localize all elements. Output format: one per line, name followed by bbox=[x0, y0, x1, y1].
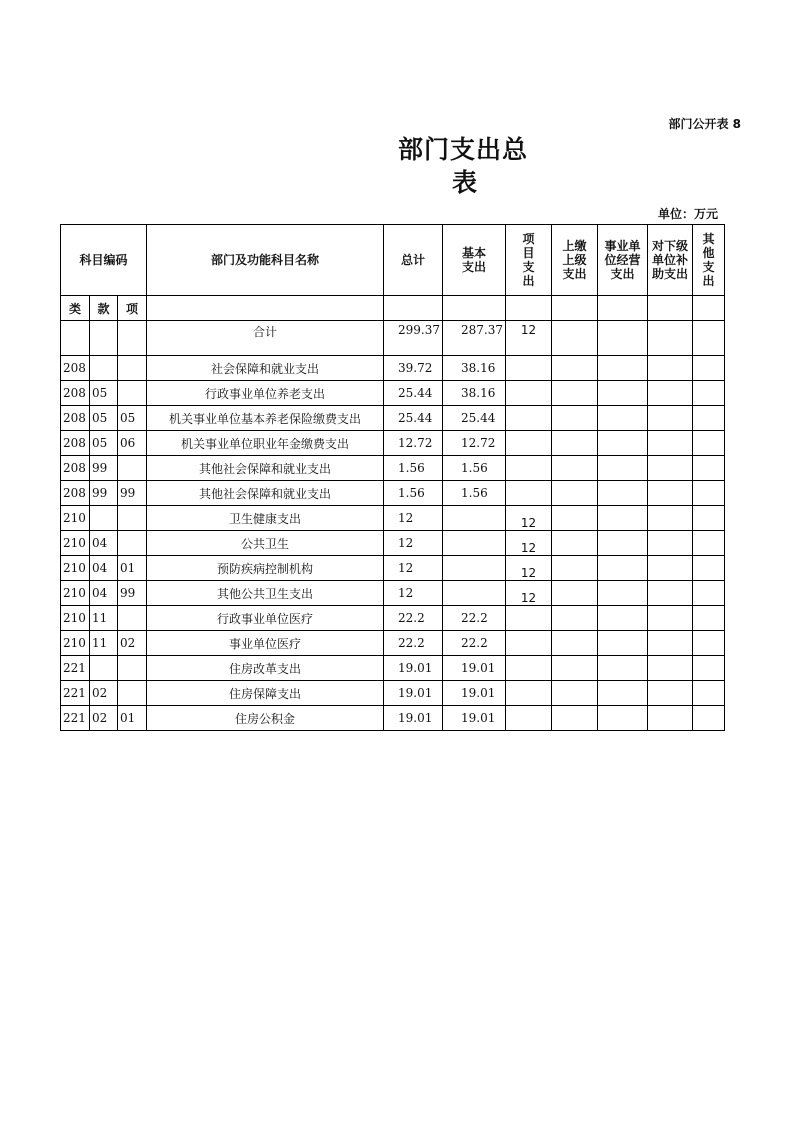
code-kuan: 05 bbox=[90, 381, 118, 406]
total-value: 19.01 bbox=[384, 656, 443, 681]
code-lei: 210 bbox=[61, 556, 90, 581]
header-business: 事业单位经营支出 bbox=[598, 225, 648, 296]
code-kuan: 02 bbox=[90, 681, 118, 706]
code-lei: 208 bbox=[61, 381, 90, 406]
total-value: 12 bbox=[384, 556, 443, 581]
total-value: 22.2 bbox=[384, 631, 443, 656]
header-lower: 对下级单位补助支出 bbox=[648, 225, 693, 296]
item-name: 住房公积金 bbox=[147, 706, 384, 731]
item-name: 事业单位医疗 bbox=[147, 631, 384, 656]
project-value: 12 bbox=[506, 556, 552, 581]
basic-value: 19.01 bbox=[443, 681, 506, 706]
table-row bbox=[61, 531, 725, 556]
code-kuan: 11 bbox=[90, 606, 118, 631]
item-name: 机关事业单位职业年金缴费支出 bbox=[147, 431, 384, 456]
item-name: 其他社会保障和就业支出 bbox=[147, 456, 384, 481]
total-value: 25.44 bbox=[384, 406, 443, 431]
table-row bbox=[61, 581, 725, 606]
basic-value bbox=[443, 531, 506, 556]
basic-value: 25.44 bbox=[443, 406, 506, 431]
item-name: 住房改革支出 bbox=[147, 656, 384, 681]
item-name: 住房保障支出 bbox=[147, 681, 384, 706]
item-name: 其他社会保障和就业支出 bbox=[147, 481, 384, 506]
code-xiang bbox=[118, 456, 147, 481]
header-other: 其他支出 bbox=[693, 225, 725, 296]
project-value bbox=[506, 631, 552, 656]
project-value bbox=[506, 381, 552, 406]
basic-value bbox=[443, 556, 506, 581]
basic-value: 38.16 bbox=[443, 356, 506, 381]
code-lei: 210 bbox=[61, 506, 90, 531]
total-name: 合计 bbox=[147, 321, 384, 356]
code-xiang bbox=[118, 531, 147, 556]
code-xiang: 99 bbox=[118, 581, 147, 606]
header-total: 总计 bbox=[384, 225, 443, 296]
code-xiang bbox=[118, 506, 147, 531]
total-row bbox=[61, 321, 725, 356]
unit-label: 单位：万元 bbox=[657, 207, 718, 221]
total-value: 39.72 bbox=[384, 356, 443, 381]
header-kuan: 款 bbox=[90, 296, 118, 321]
item-name: 社会保障和就业支出 bbox=[147, 356, 384, 381]
table-row bbox=[61, 631, 725, 656]
project-value bbox=[506, 481, 552, 506]
basic-value: 19.01 bbox=[443, 656, 506, 681]
total-value: 19.01 bbox=[384, 681, 443, 706]
item-name: 行政事业单位养老支出 bbox=[147, 381, 384, 406]
item-name: 行政事业单位医疗 bbox=[147, 606, 384, 631]
expenditure-table bbox=[60, 224, 725, 731]
project-value bbox=[506, 706, 552, 731]
table-row bbox=[61, 356, 725, 381]
project-value bbox=[506, 656, 552, 681]
code-lei: 208 bbox=[61, 456, 90, 481]
code-lei: 221 bbox=[61, 706, 90, 731]
total-value: 12 bbox=[384, 506, 443, 531]
project-value bbox=[506, 456, 552, 481]
project-value bbox=[506, 681, 552, 706]
table-row bbox=[61, 456, 725, 481]
table-row bbox=[61, 606, 725, 631]
project-value bbox=[506, 406, 552, 431]
total-value: 1.56 bbox=[384, 481, 443, 506]
code-lei: 208 bbox=[61, 431, 90, 456]
item-name: 预防疾病控制机构 bbox=[147, 556, 384, 581]
header-code: 科目编码 bbox=[61, 225, 147, 296]
table-row bbox=[61, 681, 725, 706]
project-value bbox=[506, 431, 552, 456]
item-name: 机关事业单位基本养老保险缴费支出 bbox=[147, 406, 384, 431]
item-name: 其他公共卫生支出 bbox=[147, 581, 384, 606]
form-number: 部门公开表 8 bbox=[668, 117, 741, 131]
code-lei: 208 bbox=[61, 356, 90, 381]
code-kuan: 11 bbox=[90, 631, 118, 656]
code-xiang bbox=[118, 381, 147, 406]
title-line-2: 表 bbox=[452, 168, 478, 197]
project-value bbox=[506, 356, 552, 381]
header-lei: 类 bbox=[61, 296, 90, 321]
item-name: 公共卫生 bbox=[147, 531, 384, 556]
basic-value bbox=[443, 506, 506, 531]
total-value: 12 bbox=[384, 531, 443, 556]
table-row bbox=[61, 481, 725, 506]
code-lei: 221 bbox=[61, 656, 90, 681]
header-row bbox=[61, 225, 725, 296]
code-lei: 210 bbox=[61, 606, 90, 631]
code-lei: 210 bbox=[61, 531, 90, 556]
code-lei: 210 bbox=[61, 631, 90, 656]
header-project: 项目支出 bbox=[506, 225, 552, 296]
code-xiang: 01 bbox=[118, 556, 147, 581]
total-project: 12 bbox=[506, 321, 552, 356]
total-value: 19.01 bbox=[384, 706, 443, 731]
total-value: 12.72 bbox=[384, 431, 443, 456]
code-lei: 210 bbox=[61, 581, 90, 606]
code-kuan: 99 bbox=[90, 456, 118, 481]
code-kuan: 04 bbox=[90, 556, 118, 581]
code-kuan bbox=[90, 356, 118, 381]
basic-value bbox=[443, 581, 506, 606]
code-xiang: 02 bbox=[118, 631, 147, 656]
code-xiang: 06 bbox=[118, 431, 147, 456]
code-xiang bbox=[118, 656, 147, 681]
basic-value: 19.01 bbox=[443, 706, 506, 731]
table-row bbox=[61, 506, 725, 531]
code-kuan: 05 bbox=[90, 431, 118, 456]
basic-value: 1.56 bbox=[443, 481, 506, 506]
total-value: 22.2 bbox=[384, 606, 443, 631]
project-value: 12 bbox=[506, 506, 552, 531]
header-basic: 基本支出 bbox=[443, 225, 506, 296]
table-row bbox=[61, 656, 725, 681]
total-total: 299.37 bbox=[384, 321, 443, 356]
code-xiang: 01 bbox=[118, 706, 147, 731]
code-xiang bbox=[118, 356, 147, 381]
code-xiang: 05 bbox=[118, 406, 147, 431]
project-value: 12 bbox=[506, 581, 552, 606]
basic-value: 1.56 bbox=[443, 456, 506, 481]
table-row bbox=[61, 406, 725, 431]
table-row bbox=[61, 381, 725, 406]
code-xiang bbox=[118, 681, 147, 706]
code-kuan: 02 bbox=[90, 706, 118, 731]
code-kuan bbox=[90, 656, 118, 681]
project-value bbox=[506, 606, 552, 631]
code-kuan: 04 bbox=[90, 531, 118, 556]
header-name: 部门及功能科目名称 bbox=[147, 225, 384, 296]
code-lei: 208 bbox=[61, 481, 90, 506]
header-upper: 上缴上级支出 bbox=[552, 225, 598, 296]
code-kuan: 05 bbox=[90, 406, 118, 431]
code-kuan: 99 bbox=[90, 481, 118, 506]
subheader-row bbox=[61, 296, 725, 321]
total-value: 1.56 bbox=[384, 456, 443, 481]
total-value: 12 bbox=[384, 581, 443, 606]
basic-value: 22.2 bbox=[443, 631, 506, 656]
basic-value: 12.72 bbox=[443, 431, 506, 456]
table-row bbox=[61, 706, 725, 731]
basic-value: 22.2 bbox=[443, 606, 506, 631]
code-lei: 208 bbox=[61, 406, 90, 431]
title-line-1: 部门支出总 bbox=[398, 135, 529, 164]
item-name: 卫生健康支出 bbox=[147, 506, 384, 531]
basic-value: 38.16 bbox=[443, 381, 506, 406]
table-row bbox=[61, 556, 725, 581]
project-value: 12 bbox=[506, 531, 552, 556]
table-row bbox=[61, 431, 725, 456]
total-value: 25.44 bbox=[384, 381, 443, 406]
total-basic: 287.37 bbox=[443, 321, 506, 356]
code-kuan bbox=[90, 506, 118, 531]
code-lei: 221 bbox=[61, 681, 90, 706]
code-kuan: 04 bbox=[90, 581, 118, 606]
header-xiang: 项 bbox=[118, 296, 147, 321]
code-xiang bbox=[118, 606, 147, 631]
code-xiang: 99 bbox=[118, 481, 147, 506]
